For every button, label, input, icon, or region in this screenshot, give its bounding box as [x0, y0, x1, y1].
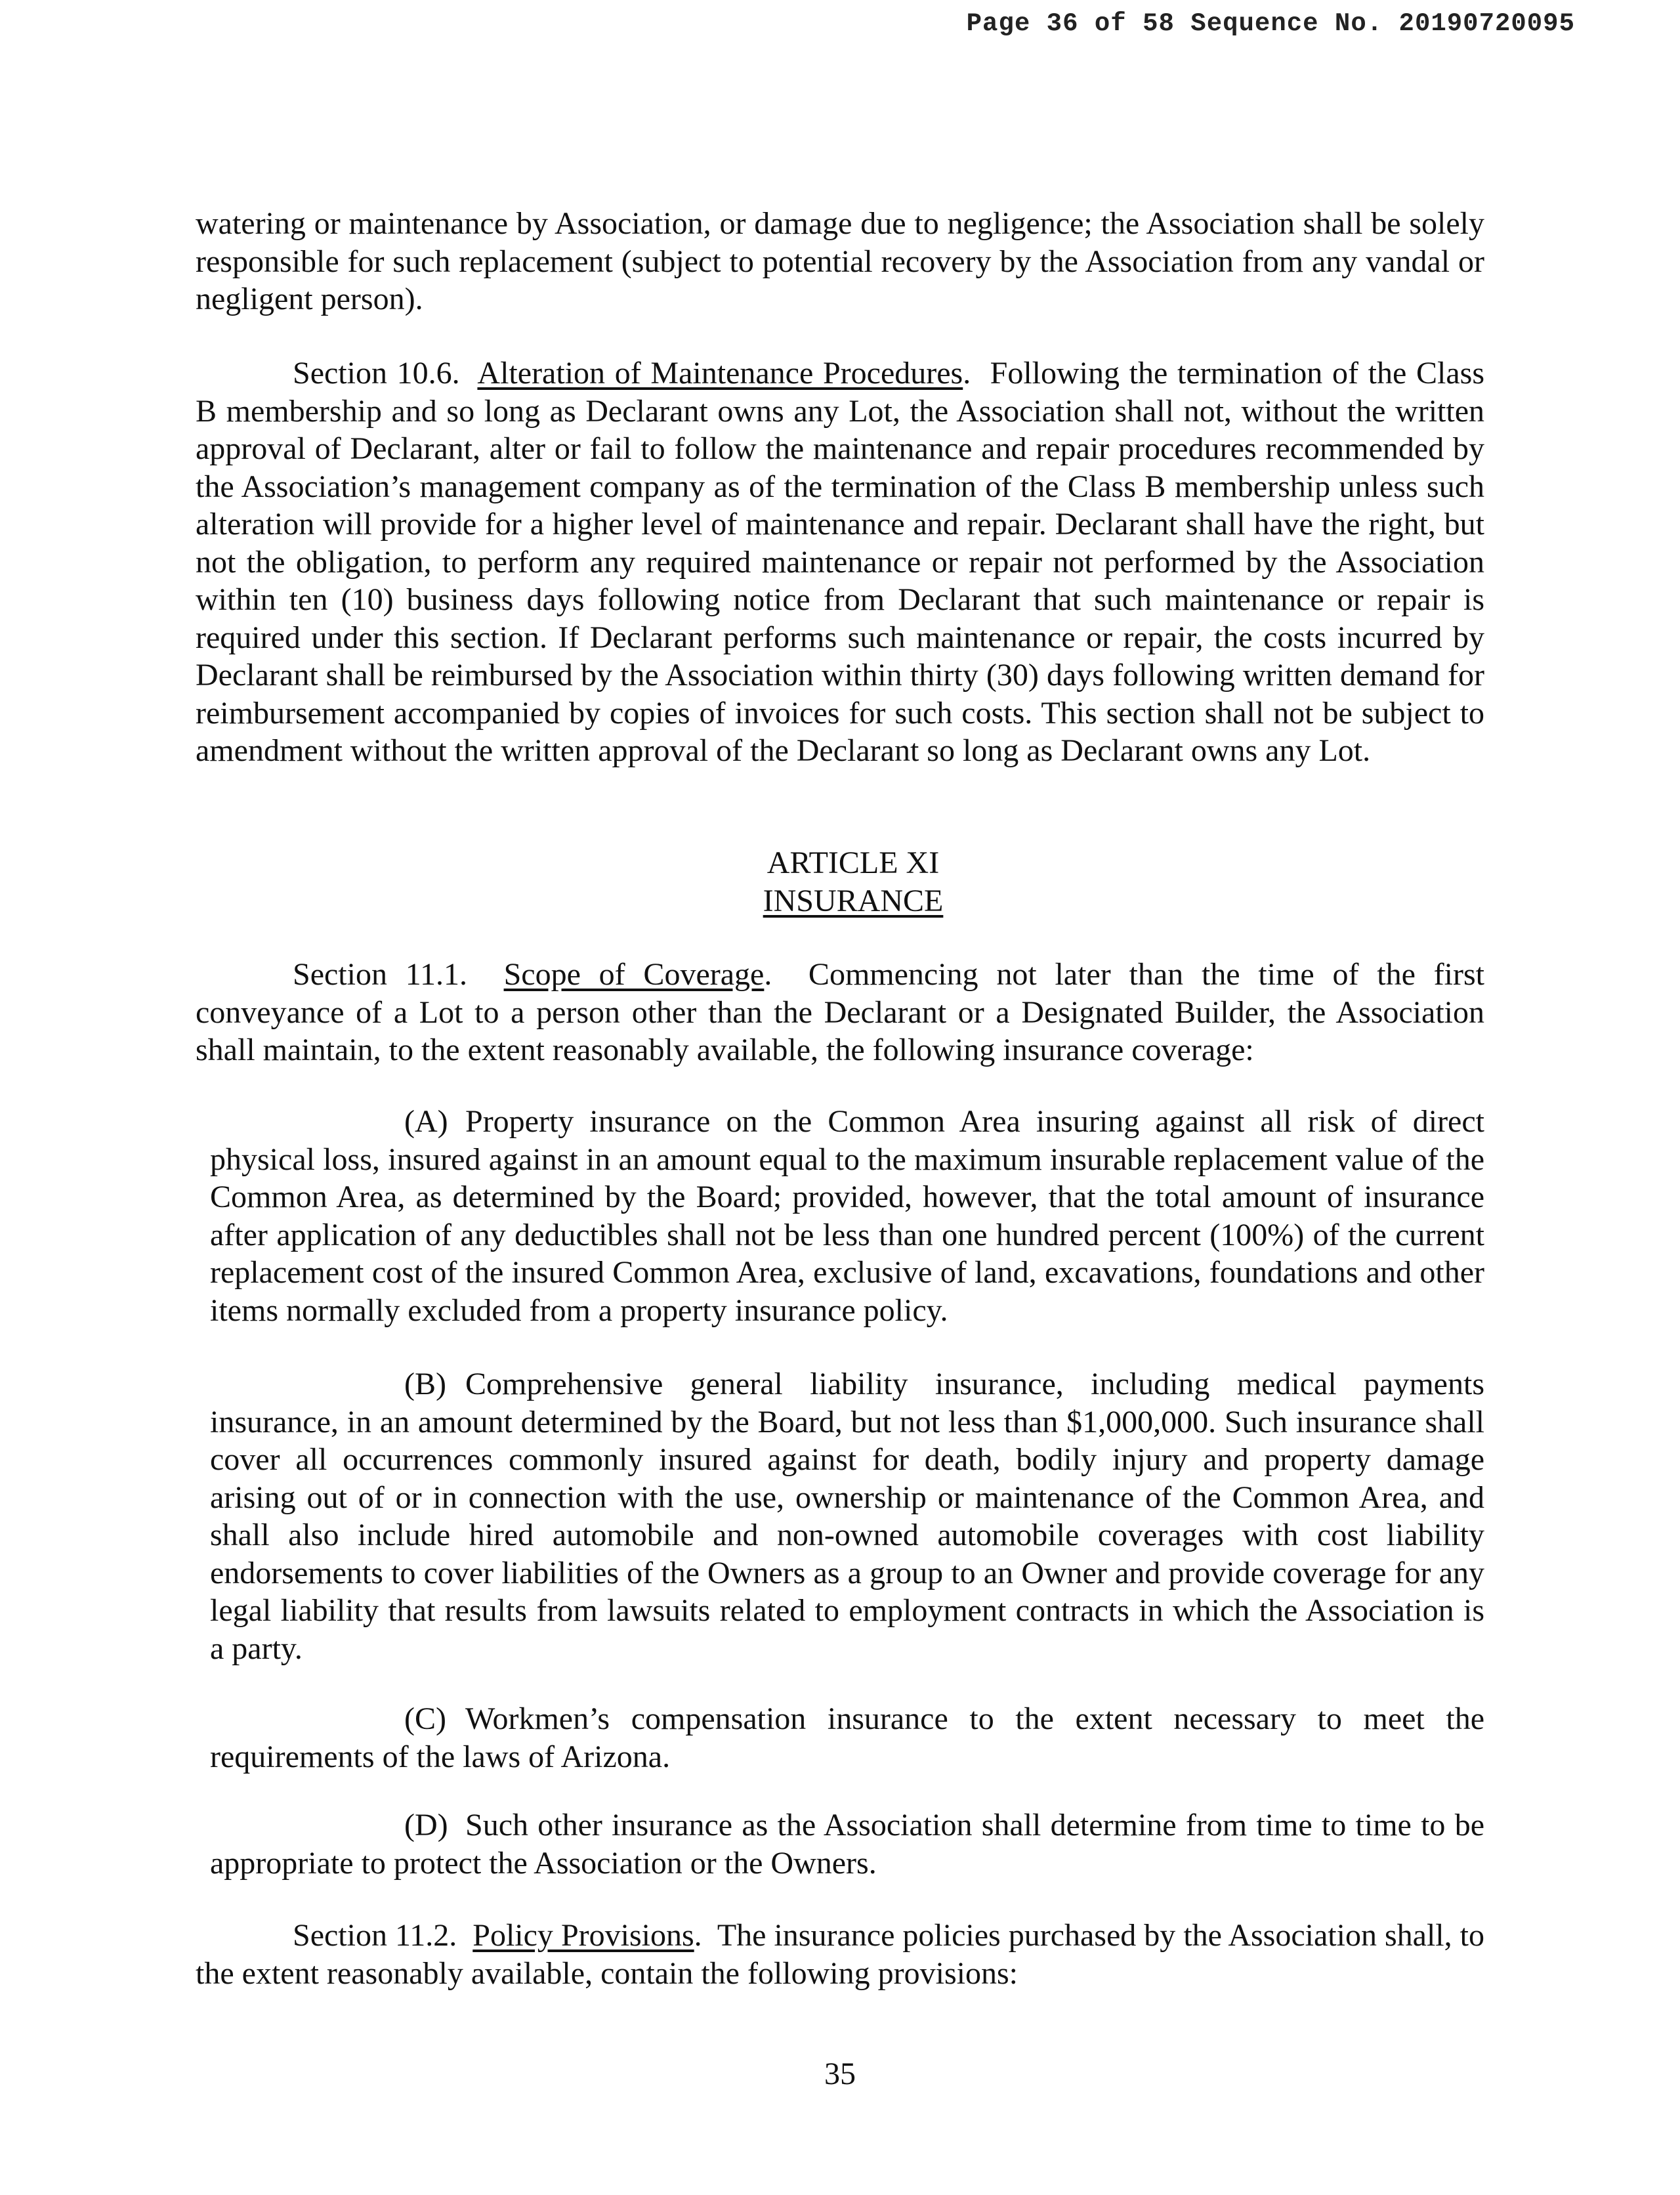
- coverage-item-a-label: (A): [404, 1104, 448, 1139]
- section-10-6-title: Alteration of Maintenance Procedures: [477, 356, 963, 391]
- article-title: INSURANCE: [763, 884, 944, 918]
- section-10-6: Section 10.6. Alteration of Maintenance Procedures. Following the termination of the Class B membership and so long as Declarant owns any Lot, the Association shall not, without the written approval of Declarant, alter or fail to follow the maintenance and repair procedures recommended by the Association’s management company as of the termination of the Class B membership unless such alteration will provide for a higher level of maintenance and repair. Declarant shall have the right, but not the obligation, to perform any required maintenance or repair not performed by the Association within ten (10) business days following notice from Declarant that such maintenance or repair is required under this section. If Declarant performs such maintenance or repair, the costs incurred by Declarant shall be reimbursed by the Association within thirty (30) days following written demand for reimbursement accompanied by copies of invoices for such costs. This section shall not be subject to amendment without the written approval of the Declarant so long as Declarant owns any Lot.: [196, 356, 1485, 768]
- coverage-item-a: [210, 1103, 1484, 1329]
- section-11-2-body: The insurance policies purchased by the Association shall, to the extent reasonably available, contain the following provisions:: [196, 1918, 1484, 1991]
- coverage-item-b-label: (B): [404, 1367, 446, 1401]
- section-11-2-number: Section 11.2.: [293, 1918, 457, 1953]
- coverage-item-b: [210, 1365, 1484, 1667]
- section-11-2: Section 11.2. Policy Provisions. The insurance policies purchased by the Association shall, to the extent reasonably available, contain the following provisions:: [196, 1918, 1484, 1991]
- intro-paragraph: watering or maintenance by Association, or damage due to negligence; the Association shall be solely responsible for such replacement (subject to potential recovery by the Association from any vandal or negligent person).: [196, 206, 1484, 316]
- page-sequence-stamp: Page 36 of 58 Sequence No. 20190720095: [966, 9, 1575, 38]
- coverage-item-d-text: Such other insurance as the Association shall determine from time to time to be appropriate to protect the Association or the Owners.: [210, 1808, 1484, 1881]
- coverage-item-c-text: Workmen’s compensation insurance to the extent necessary to meet the requirements of the laws of Arizona.: [210, 1701, 1484, 1774]
- article-heading: [196, 844, 1484, 920]
- section-11-2-title: Policy Provisions: [472, 1918, 694, 1953]
- section-10-6-body: Following the termination of the Class B membership and so long as Declarant owns any Lot, the Association shall not, without the written approval of Declarant, alter or fail to follow the maintenance and repair procedures recommended by the Association’s management company as of the termination of the Class B membership unless such alteration will provide for a higher level of maintenance and repair. Declarant shall have the right, but not the obligation, to perform any required maintenance or repair not performed by the Association within ten (10) business days following notice from Declarant that such maintenance or repair is required under this section. If Declarant performs such maintenance or repair, the costs incurred by Declarant shall be reimbursed by the Association within thirty (30) days following written demand for reimbursement accompanied by copies of invoices for such costs. This section shall not be subject to amendment without the written approval of the Declarant so long as Declarant owns any Lot.: [196, 356, 1485, 768]
- article-number: ARTICLE XI: [766, 845, 940, 880]
- coverage-item-a-text: Property insurance on the Common Area insuring against all risk of direct physical loss, insured against in an amount equal to the maximum insurable replacement value of the Common Area, as determined by the Board; provided, however, that the total amount of insurance after application of any deductibles shall not be less than one hundred percent (100%) of the current replacement cost of the insured Common Area, exclusive of land, excavations, foundations and other items normally excluded from a property insurance policy.: [210, 1104, 1484, 1328]
- coverage-item-d-label: (D): [404, 1808, 448, 1843]
- coverage-item-c: [210, 1700, 1484, 1776]
- section-11-1: Section 11.1. Scope of Coverage. Commencing not later than the time of the first conveyance of a Lot to a person other than the Declarant or a Designated Builder, the Association shall maintain, to the extent reasonably available, the following insurance coverage:: [196, 957, 1484, 1067]
- page-number: 35: [824, 2056, 856, 2091]
- coverage-item-b-text: Comprehensive general liability insurance, including medical payments insurance, in an amount determined by the Board, but not less than $1,000,000. Such insurance shall cover all occurrences commonly insured against for death, bodily injury and property damage arising out of or in connection with the use, ownership or maintenance of the Common Area, and shall also include hired automobile and non-owned automobile coverages with cost liability endorsements to cover liabilities of the Owners as a group to an Owner and provide coverage for any legal liability that results from lawsuits related to employment contracts in which the Association is a party.: [210, 1367, 1484, 1666]
- coverage-item-c-label: (C): [404, 1701, 446, 1736]
- section-11-1-title: Scope of Coverage: [503, 957, 765, 992]
- section-10-6-number: Section 10.6.: [293, 356, 460, 391]
- coverage-item-d: [210, 1806, 1484, 1882]
- section-11-1-body: Commencing not later than the time of the first conveyance of a Lot to a person other than the Declarant or a Designated Builder, the Association shall maintain, to the extent reasonably available, the following insurance coverage:: [196, 957, 1484, 1067]
- section-11-1-number: Section 11.1.: [293, 957, 467, 992]
